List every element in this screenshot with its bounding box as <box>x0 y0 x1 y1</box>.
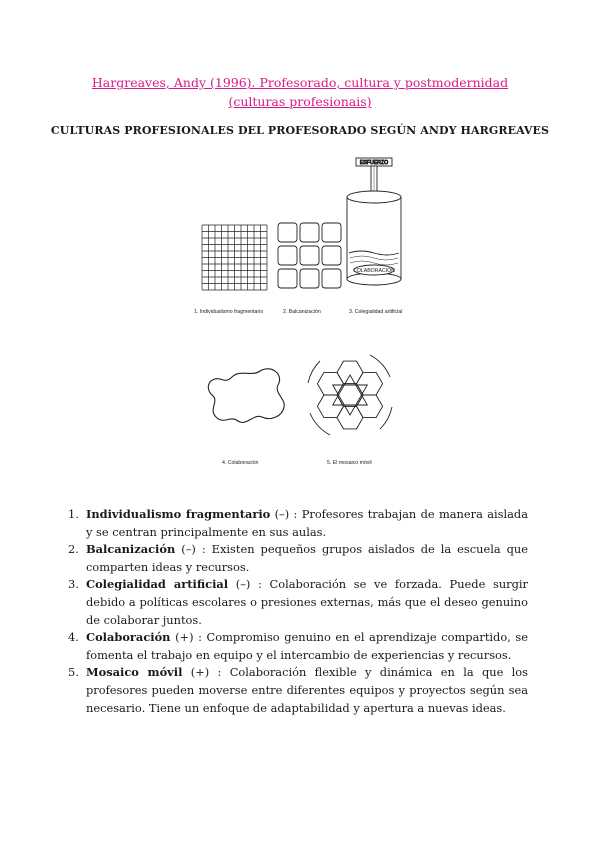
section-heading: CULTURAS PROFESIONALES DEL PROFESORADO SEGÚN ANDY HARGREAVES <box>50 124 550 137</box>
caption-5: 5. El mosaico móvil <box>327 460 372 466</box>
hargreaves-cultures-figure <box>180 155 430 475</box>
caption-2: 2. Balcanización <box>283 309 321 315</box>
contrived-collegiality-diagram <box>347 158 401 285</box>
individualism-grid-diagram <box>202 225 267 290</box>
list-item: 2. Balcanización (–) : Existen pequeños grupos aislados de la escuela que comparten ideas y recursos. <box>68 542 528 574</box>
press-label: ESFUERZO <box>359 160 389 166</box>
collaboration-blob-diagram <box>208 369 284 423</box>
list-item: 3. Colegialidad artificial (–) : Colaboración se ve forzada. Puede surgir debido a políticas escolares o presiones externas, más que el deseo genuino de colaborar juntos. <box>68 577 529 627</box>
caption-4: 4. Colaboración <box>222 460 259 466</box>
cultures-list <box>68 506 529 717</box>
list-item: 5. Mosaico móvil (+) : Colaboración flexible y dinámica en la que los profesores pueden moverse entre diferentes equipos y proyectos según sea necesario. Tiene un enfoque de adaptabilidad y apertura a nuevas ideas. <box>68 665 528 715</box>
balkanization-blocks-diagram <box>278 223 341 288</box>
container-label: COLABORACIÓN <box>353 267 395 274</box>
moving-mosaic-diagram <box>308 355 392 435</box>
citation-link[interactable]: Hargreaves, Andy (1996). Profesorado, cultura y postmodernidad (culturas profesionais) <box>91 75 509 109</box>
list-item: 4. Colaboración (+) : Compromiso genuino en el aprendizaje compartido, se fomenta el trabajo en equipo y el intercambio de experiencias y recursos. <box>68 630 529 662</box>
caption-1: 1. Individualismo fragmentario <box>194 309 264 315</box>
caption-3: 3. Colegialidad artificial <box>349 309 403 315</box>
list-item: 1. Individualismo fragmentario (–) : Profesores trabajan de manera aislada y se centran principalmente en sus aulas. <box>68 507 528 539</box>
